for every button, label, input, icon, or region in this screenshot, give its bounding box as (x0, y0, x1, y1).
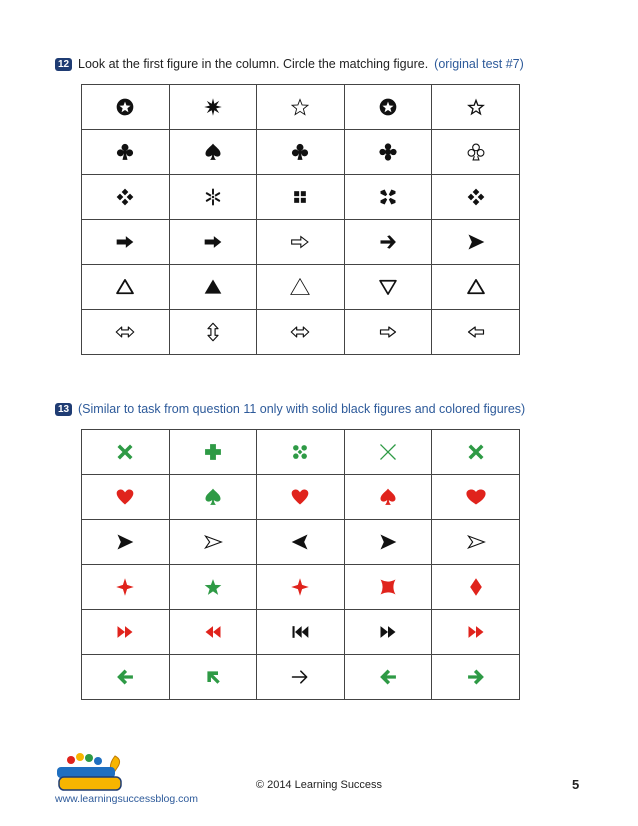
figure-cell[interactable] (345, 175, 433, 220)
outline-arrowhead-right-icon (203, 532, 223, 552)
heart-icon (290, 487, 310, 507)
spade-icon (203, 142, 223, 162)
four-club-icon (378, 142, 398, 162)
figure-cell[interactable] (432, 220, 520, 265)
skip-back-icon (290, 622, 310, 642)
four-squares-icon (290, 187, 310, 207)
heart-icon (115, 487, 135, 507)
snowflake-icon (203, 187, 223, 207)
triangle-up-thin-outline-icon (290, 277, 310, 297)
figure-cell[interactable] (257, 175, 345, 220)
outline-right-arrow-icon (290, 232, 310, 252)
right-arrow-block-icon (203, 232, 223, 252)
figure-cell[interactable] (432, 310, 520, 355)
thin-right-arrow-icon (290, 667, 310, 687)
diamond-flower-icon (115, 187, 135, 207)
figure-cell[interactable] (257, 520, 345, 565)
bold-right-arrow-icon (466, 667, 486, 687)
figure-cell[interactable] (257, 475, 345, 520)
figure-cell[interactable] (345, 655, 433, 700)
bold-left-arrow-icon (115, 667, 135, 687)
outline-arrowhead-right-icon (466, 532, 486, 552)
up-down-arrow-icon (203, 322, 223, 342)
spade-icon (378, 487, 398, 507)
figure-cell[interactable] (345, 520, 433, 565)
figure-cell[interactable] (257, 130, 345, 175)
outline-star-icon (290, 97, 310, 117)
fast-forward-icon (466, 622, 486, 642)
figure-cell[interactable] (432, 430, 520, 475)
figure-cell[interactable] (82, 85, 170, 130)
question-13-text: (Similar to task from question 11 only with solid black figures and colored figures) (78, 402, 526, 416)
figure-cell[interactable] (432, 265, 520, 310)
bold-left-arrow-icon (378, 667, 398, 687)
figure-cell[interactable] (257, 430, 345, 475)
figure-cell[interactable] (345, 310, 433, 355)
figure-cell[interactable] (82, 310, 170, 355)
four-point-star-icon (290, 577, 310, 597)
figure-cell[interactable] (432, 610, 520, 655)
figure-cell[interactable] (257, 565, 345, 610)
star-in-circle-icon (378, 97, 398, 117)
figure-cell[interactable] (257, 655, 345, 700)
up-left-arrow-icon (203, 667, 223, 687)
figure-cell[interactable] (82, 520, 170, 565)
figure-cell[interactable] (170, 85, 258, 130)
figure-cell[interactable] (170, 520, 258, 565)
outline-left-arrow-icon (466, 322, 486, 342)
figure-cell[interactable] (345, 475, 433, 520)
arrowhead-right-icon (115, 532, 135, 552)
question-12-text: Look at the first figure in the column. Circle the matching figure. (78, 57, 429, 71)
figure-cell[interactable] (257, 610, 345, 655)
outline-star-small-icon (466, 97, 486, 117)
four-x-icon (378, 187, 398, 207)
wide-heart-icon (466, 487, 486, 507)
figure-cell[interactable] (82, 430, 170, 475)
club-icon (290, 142, 310, 162)
arrowhead-right-icon (466, 232, 486, 252)
heavy-x-icon (115, 442, 135, 462)
figure-cell[interactable] (257, 265, 345, 310)
footer-url[interactable]: www.learningsuccessblog.com (55, 793, 198, 805)
figure-cell[interactable] (170, 610, 258, 655)
figure-cell[interactable] (170, 655, 258, 700)
question-12-table (81, 84, 520, 355)
figure-cell[interactable] (432, 130, 520, 175)
page-number: 5 (572, 777, 580, 792)
figure-cell[interactable] (257, 310, 345, 355)
question-13-table (81, 429, 520, 700)
figure-cell[interactable] (345, 220, 433, 265)
figure-cell[interactable] (432, 655, 520, 700)
figure-cell[interactable] (170, 475, 258, 520)
triangle-up-outline-icon (115, 277, 135, 297)
fast-forward-icon (115, 622, 135, 642)
star-in-circle-icon (115, 97, 135, 117)
diamond-flower-icon (466, 187, 486, 207)
thin-x-icon (378, 442, 398, 462)
figure-cell[interactable] (432, 85, 520, 130)
right-arrow-icon (378, 232, 398, 252)
question-12-note: (original test #7) (434, 57, 524, 71)
four-dots-x-icon (290, 442, 310, 462)
figure-cell[interactable] (345, 265, 433, 310)
question-12-line (55, 57, 524, 71)
figure-cell[interactable] (170, 310, 258, 355)
figure-cell[interactable] (345, 85, 433, 130)
figure-cell[interactable] (82, 130, 170, 175)
heavy-x-icon (466, 442, 486, 462)
question-13-line (55, 402, 525, 416)
figure-cell[interactable] (432, 565, 520, 610)
figure-cell[interactable] (170, 220, 258, 265)
plus-icon (203, 442, 223, 462)
spade-icon (203, 487, 223, 507)
figure-cell[interactable] (82, 565, 170, 610)
figure-cell[interactable] (257, 220, 345, 265)
figure-cell[interactable] (82, 175, 170, 220)
figure-cell[interactable] (432, 475, 520, 520)
left-right-arrow-icon (115, 322, 135, 342)
outline-right-arrow-small-icon (378, 322, 398, 342)
figure-cell[interactable] (82, 610, 170, 655)
figure-cell[interactable] (170, 430, 258, 475)
left-right-arrow-icon (290, 322, 310, 342)
question-number-badge: 13 (55, 403, 72, 416)
diamond-icon (466, 577, 486, 597)
concave-square-icon (378, 577, 398, 597)
arrowhead-right-icon (378, 532, 398, 552)
figure-cell[interactable] (82, 655, 170, 700)
right-arrow-block-icon (115, 232, 135, 252)
question-number-badge: 12 (55, 58, 72, 71)
triangle-up-solid-icon (203, 277, 223, 297)
rewind-icon (203, 622, 223, 642)
figure-cell[interactable] (170, 130, 258, 175)
club-icon (115, 142, 135, 162)
figure-cell[interactable] (345, 430, 433, 475)
figure-cell[interactable] (170, 265, 258, 310)
figure-cell[interactable] (82, 265, 170, 310)
outline-club-icon (466, 142, 486, 162)
figure-cell[interactable] (257, 85, 345, 130)
figure-cell[interactable] (432, 520, 520, 565)
figure-cell[interactable] (432, 175, 520, 220)
footer-copyright: © 2014 Learning Success (255, 779, 383, 791)
figure-cell[interactable] (345, 130, 433, 175)
fast-forward-icon (378, 622, 398, 642)
arrowhead-left-icon (290, 532, 310, 552)
figure-cell[interactable] (170, 175, 258, 220)
figure-cell[interactable] (170, 565, 258, 610)
eight-point-asterisk-icon (203, 97, 223, 117)
figure-cell[interactable] (82, 220, 170, 265)
triangle-up-outline-icon (466, 277, 486, 297)
figure-cell[interactable] (345, 610, 433, 655)
figure-cell[interactable] (345, 565, 433, 610)
four-point-star-icon (115, 577, 135, 597)
figure-cell[interactable] (82, 475, 170, 520)
five-point-star-icon (203, 577, 223, 597)
triangle-down-outline-icon (378, 277, 398, 297)
